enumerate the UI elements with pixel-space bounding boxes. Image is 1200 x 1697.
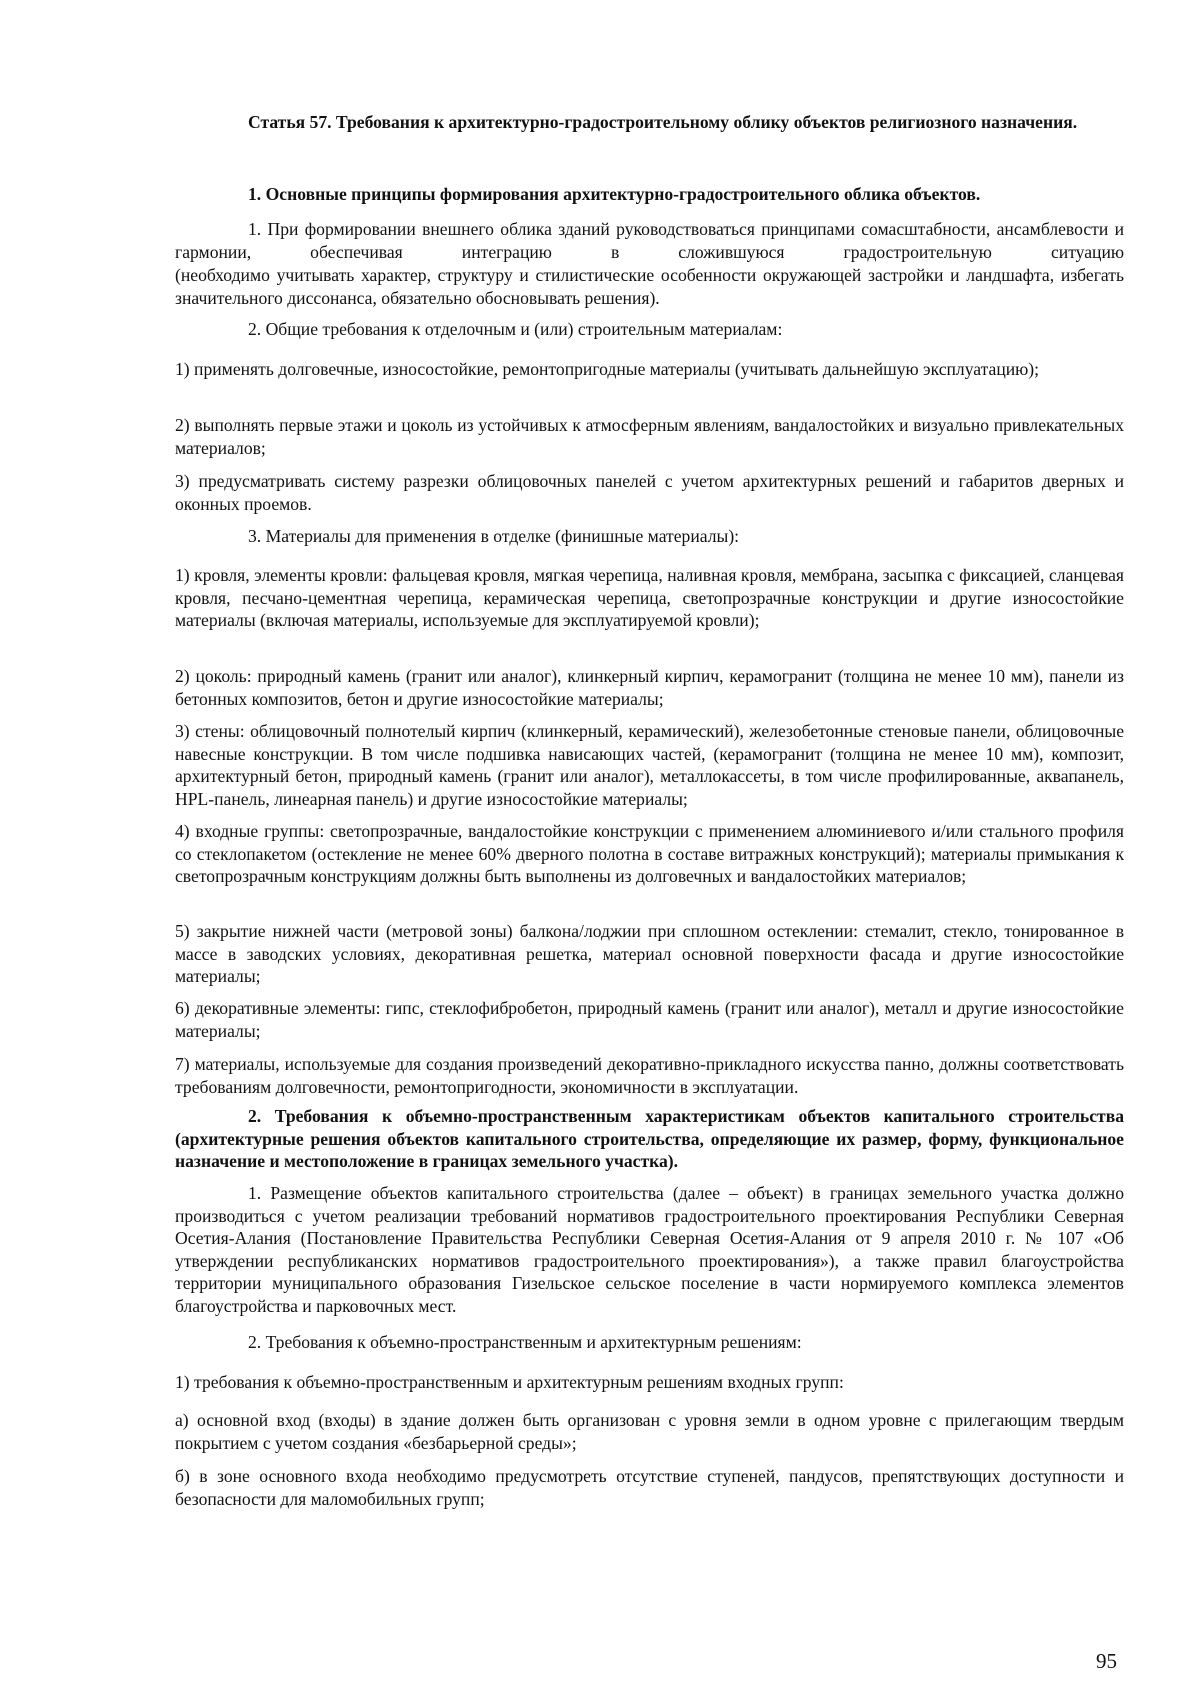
list-item: 4) входные группы: светопрозрачные, вандалостойкие конструкции с применением алюминиевого и/или стального профиля со стеклопакетом (остекление не менее 60% дверного полотна в составе витражных конструкций); материалы примыкания к светопрозрачным конструкциям должны быть выполнены из долговечных и вандалостойких материалов;	[175, 821, 1124, 886]
section-1-paragraph-1-part-b: (необходимо учитывать характер, структуру и стилистические особенности окружающей застройки и ландшафта, избегать значительного диссонанса, обязательно обосновывать решения).	[175, 265, 1124, 308]
page-number: 95	[1096, 1649, 1117, 1673]
list-item: б) в зоне основного входа необходимо предусмотреть отсутствие ступеней, пандусов, препятствующих доступности и безопасности для маломобильных групп;	[175, 1466, 1124, 1509]
section-2-paragraph-2: 2. Требования к объемно-пространственным и архитектурным решениям:	[248, 1332, 802, 1352]
section-2-heading: 2. Требования к объемно-пространственным характеристикам объектов капитального строительства (архитектурные решения объектов капитального строительства, определяющие их размер, форму, функциональное назначение и местоположение в границах земельного участка).	[175, 1106, 1124, 1171]
list-item: 5) закрытие нижней части (метровой зоны) балкона/лоджии при сплошном остеклении: стемалит, стекло, тонированное в массе в заводских условиях, декоративная решетка, материал основной поверхности фасада и другие износостойкие материалы;	[175, 921, 1124, 986]
section-1-paragraph-2: 2. Общие требования к отделочным и (или) строительным материалам:	[248, 319, 783, 339]
list-item: 6) декоративные элементы: гипс, стеклофибробетон, природный камень (гранит или аналог), металл и другие износостойкие материалы;	[175, 998, 1124, 1041]
section-1-paragraph-3: 3. Материалы для применения в отделке (финишные материалы):	[248, 526, 740, 546]
list-item: 3) стены: облицовочный полнотелый кирпич (клинкерный, керамический), железобетонные стеновые панели, облицовочные навесные конструкции. В том числе подшивка нависающих частей, (керамогранит (толщина не менее 10 мм), композит, архитектурный бетон, природный камень (гранит или аналог), металлокассеты, в том числе профилированные, аквапанель, HPL-панель, линеарная панель) и другие износостойкие материалы;	[175, 721, 1124, 809]
list-item: 3) предусматривать систему разрезки облицовочных панелей с учетом архитектурных решений и габаритов дверных и оконных проемов.	[175, 471, 1124, 514]
list-item: 2) выполнять первые этажи и цоколь из устойчивых к атмосферным явлениям, вандалостойких и визуально привлекательных материалов;	[175, 415, 1124, 458]
list-item: 1) требования к объемно-пространственным и архитектурным решениям входных групп:	[175, 1372, 844, 1392]
section-2-paragraph-1: 1. Размещение объектов капитального строительства (далее – объект) в границах земельного участка должно производиться с учетом реализации требований нормативов градостроительного проектирования Республики Северная Осетия-Алания (Постановление Правительства Республики Северная Осетия-Алания от 9 апреля 2010 г. № 107 «Об утверждении республиканских нормативов градостроительного проектирования»), а также правил благоустройства территории муниципального образования Гизельское сельское поселение в части нормируемого комплекса элементов благоустройства и парковочных мест.	[175, 1183, 1124, 1316]
list-item: 1) кровля, элементы кровли: фальцевая кровля, мягкая черепица, наливная кровля, мембрана, засыпка с фиксацией, сланцевая кровля, песчано-цементная черепица, керамическая черепица, светопрозрачные конструкции и другие износостойкие материалы (включая материалы, используемые для эксплуатируемой кровли);	[175, 565, 1124, 630]
section-1-heading: 1. Основные принципы формирования архитектурно-градостроительного облика объектов.	[248, 184, 981, 204]
list-item: 7) материалы, используемые для создания произведений декоративно-прикладного искусства панно, должны соответствовать требованиям долговечности, ремонтопригодности, экономичности в эксплуатации.	[175, 1054, 1124, 1097]
list-item: а) основной вход (входы) в здание должен быть организован с уровня земли в одном уровне с прилегающим твердым покрытием с учетом создания «безбарьерной среды»;	[175, 1410, 1124, 1453]
list-item: 2) цоколь: природный камень (гранит или аналог), клинкерный кирпич, керамогранит (толщина не менее 10 мм), панели из бетонных композитов, бетон и другие износостойкие материалы;	[175, 666, 1124, 709]
article-title: Статья 57. Требования к архитектурно-градостроительному облику объектов религиозного назначения.	[248, 112, 1078, 132]
list-item: 1) применять долговечные, износостойкие, ремонтопригодные материалы (учитывать дальнейшую эксплуатацию);	[175, 359, 1040, 379]
section-1-paragraph-1-part-a: 1. При формировании внешнего облика зданий руководствоваться принципами сомасштабности, ансамблевости и гармонии, обеспечивая интеграцию в сложившуюся градостроительную ситуацию	[175, 219, 1124, 262]
